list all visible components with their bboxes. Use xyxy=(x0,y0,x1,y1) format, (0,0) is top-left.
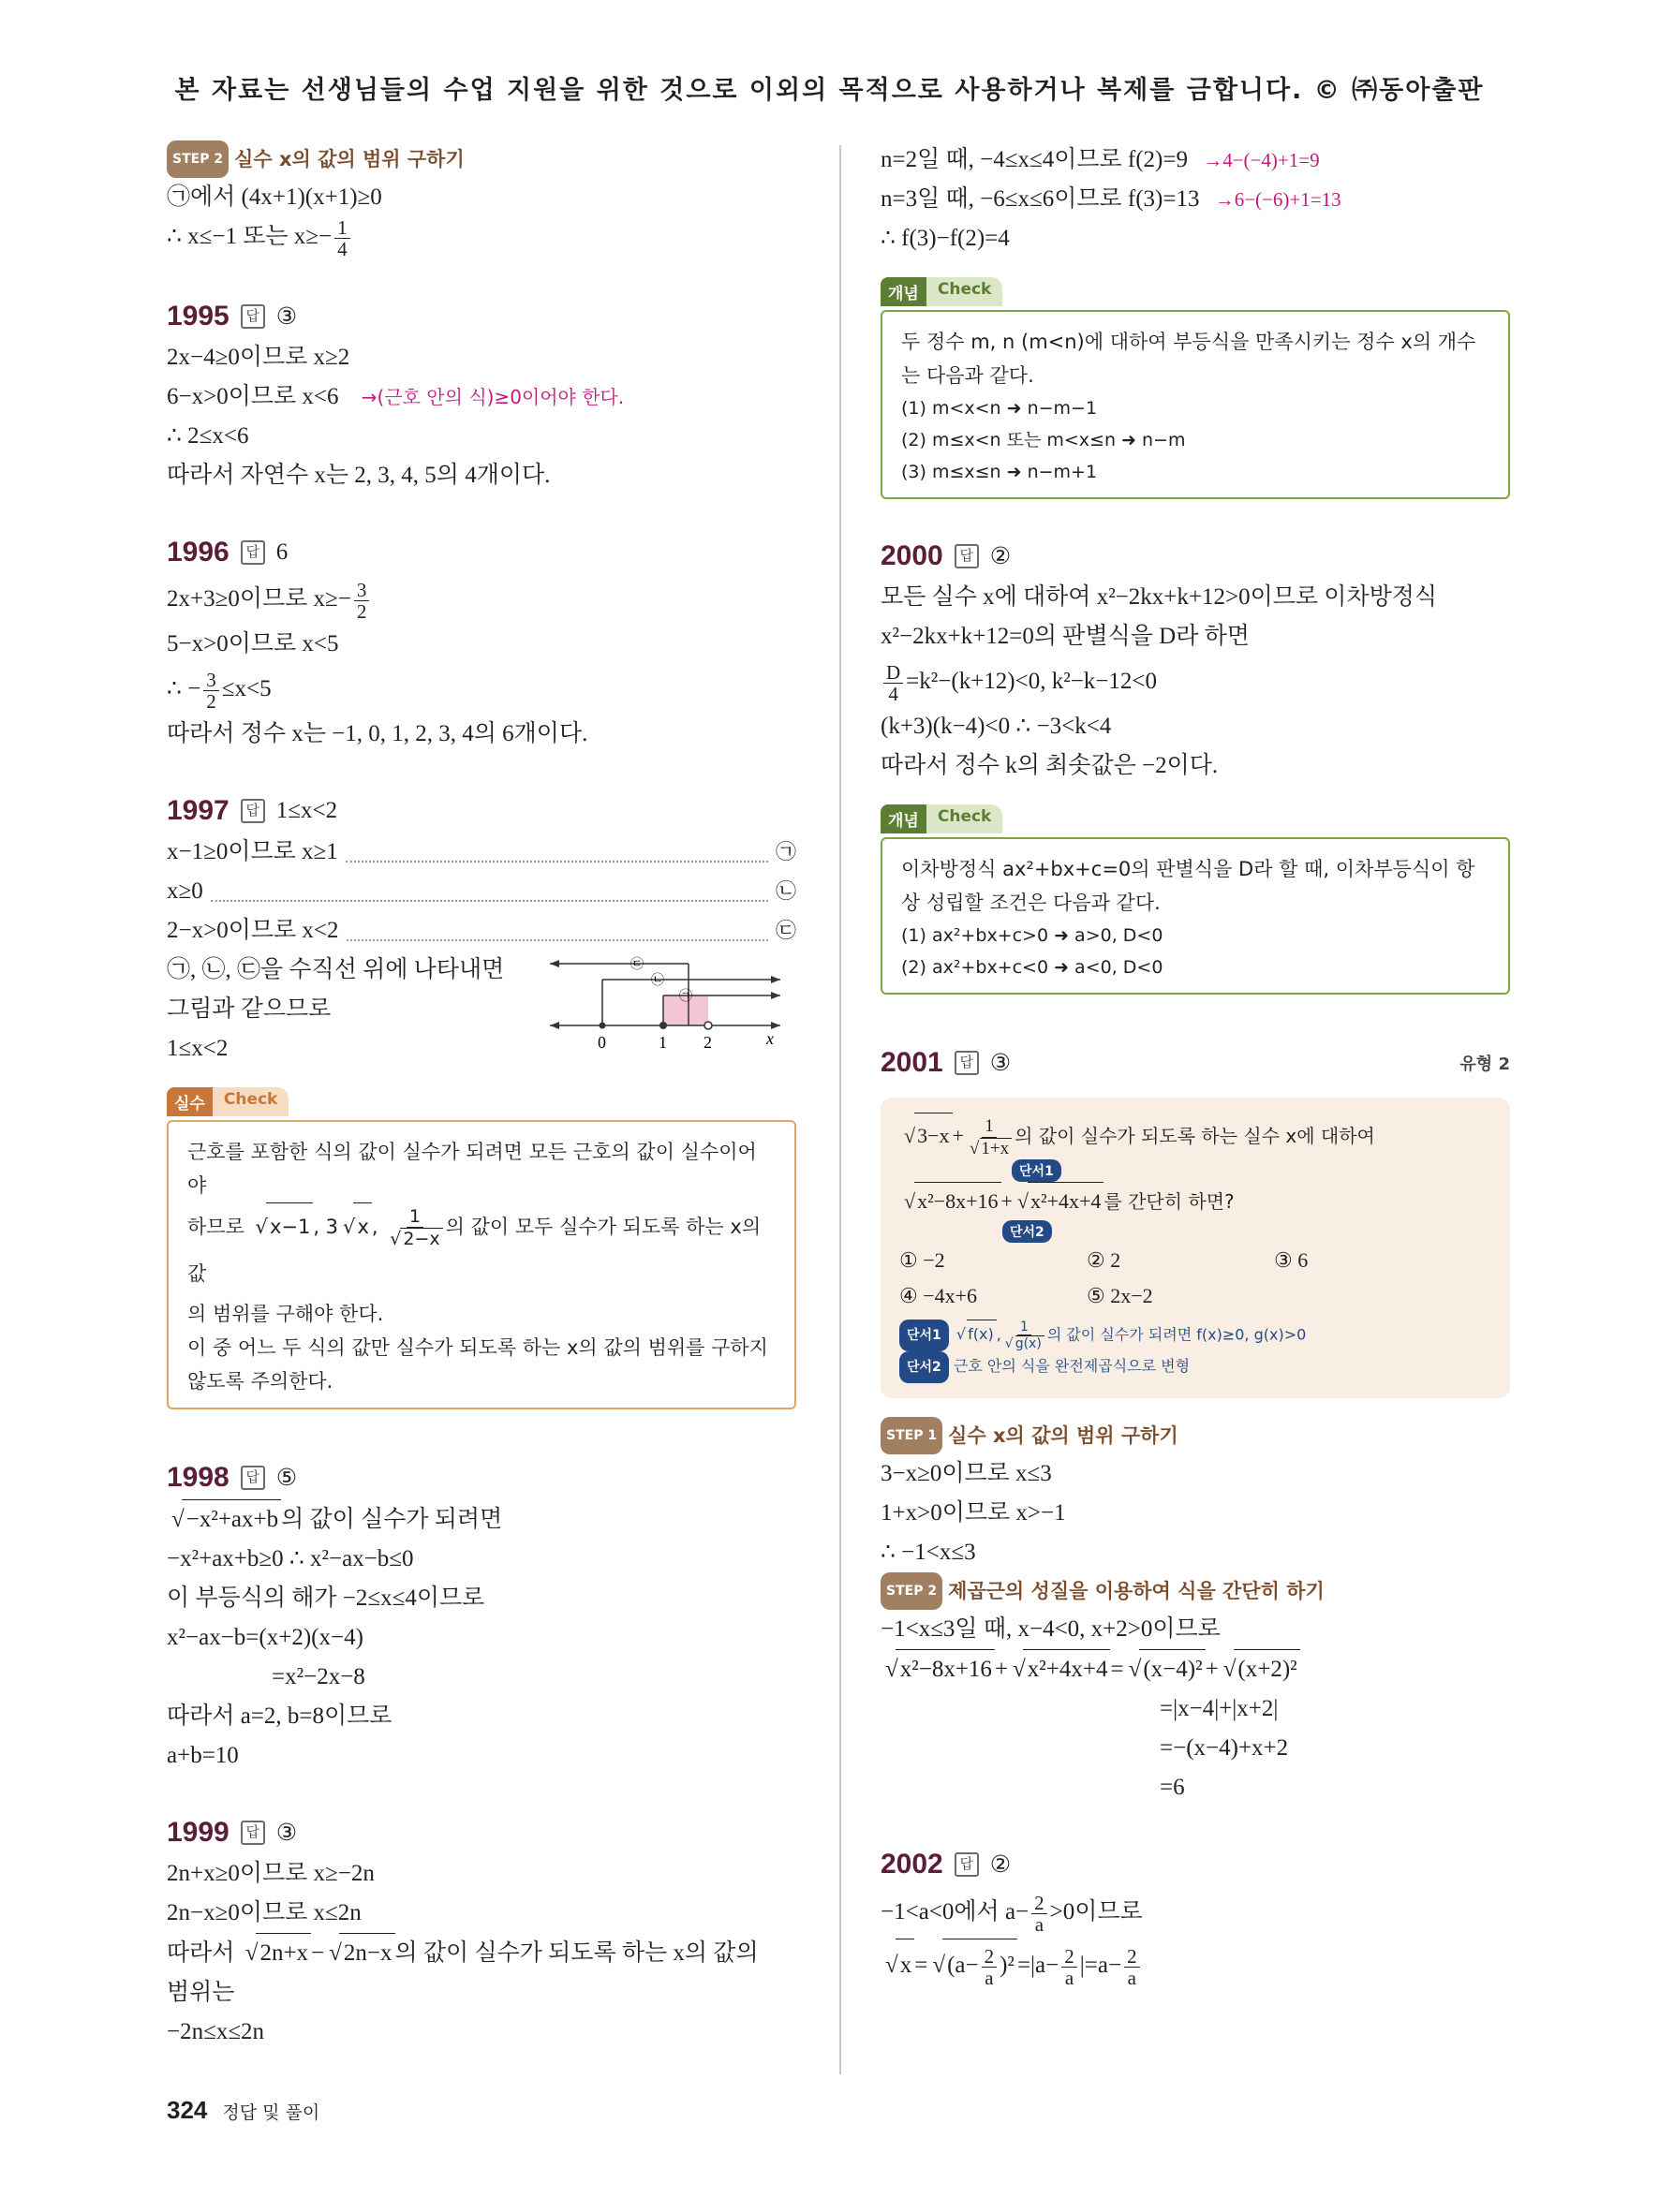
solution-line: 1≤x<2 xyxy=(167,1036,229,1061)
solution-line: 따라서 자연수 x는 2, 3, 4, 5의 4개이다. xyxy=(167,463,551,488)
page-number: 324 xyxy=(167,2096,208,2124)
left-column xyxy=(167,140,796,2052)
problem-header-1995 xyxy=(167,295,796,338)
fraction: $\frac{3}{2}$ xyxy=(354,580,370,622)
choice-item[interactable]: ② 2 xyxy=(1087,1247,1121,1272)
numberline-block xyxy=(167,951,796,1069)
check-tab: 실수 xyxy=(167,1087,213,1116)
solution-line: n=2일 때, −4≤x≤4이므로 f(2)=9 →4−(−4)+1=9 xyxy=(881,147,1320,172)
check-box xyxy=(881,837,1510,995)
solution-line: =x²−2x−8 xyxy=(272,1664,365,1689)
solution-line: −x²+ax+b≥0 ∴ x²−ax−b≤0 xyxy=(167,1546,414,1571)
check-text: 상 성립할 조건은 다음과 같다. xyxy=(901,892,1161,914)
solution-line: −1<a<0에서 a− $\frac{2}{a}$ >0이므로 xyxy=(881,1892,1143,1937)
range-mark: ㉢ xyxy=(630,957,644,972)
answer: 6 xyxy=(275,539,289,565)
tick-label: 2 xyxy=(704,1033,712,1052)
solution-line: 2−x>0이므로 x<2 ㉢ xyxy=(167,911,796,951)
solution-line: ∴ 2≤x<6 xyxy=(167,423,249,449)
hint-line: 단서2 근호 안의 식을 완전제곱식으로 변형 xyxy=(899,1351,1491,1383)
solution-line: x≥0 ㉡ xyxy=(167,872,796,911)
check-box xyxy=(167,1120,796,1409)
closed-point xyxy=(659,1022,667,1029)
arrow-left-icon xyxy=(550,1022,559,1029)
arrow-right-icon xyxy=(771,1022,780,1029)
solution-line: 따라서 정수 k의 최솟값은 −2이다. xyxy=(881,753,1219,778)
solution-line: x²−ax−b=(x+2)(x−4) xyxy=(167,1625,363,1650)
check-text: 는 다음과 같다. xyxy=(901,364,1034,387)
problem-header-1996 xyxy=(167,531,796,574)
page-label: 정답 및 풀이 xyxy=(222,2102,320,2123)
solution-line: 1+x>0이므로 x>−1 xyxy=(881,1500,1066,1526)
check-text: 의 범위를 구해야 한다. xyxy=(187,1303,384,1325)
answer: ③ xyxy=(275,1821,298,1846)
check-text: (2) m≤x<n 또는 m<x≤n ➜ n−m xyxy=(901,430,1186,450)
solution-line: √ x²−8x+16 +√ x²+4x+4 =√ (x−4)² +√ (x+2)² xyxy=(881,1649,1510,1689)
right-column xyxy=(881,140,1510,1992)
solution-line: (k+3)(k−4)<0 ∴ −3<k<4 xyxy=(881,714,1112,739)
check-text: 않도록 주의한다. xyxy=(187,1370,333,1393)
solution-line: 2n+x≥0이므로 x≥−2n xyxy=(167,1861,375,1886)
check-text: (1) m<x<n ➜ n−m−1 xyxy=(901,398,1098,419)
hint-line: 단서1 √ f(x) , 1 √ g(x) 의 값이 실수가 되려면 f(x)≥0, g(x)>0 xyxy=(899,1320,1491,1352)
choice-item[interactable]: ③ 6 xyxy=(1274,1247,1309,1272)
question-box xyxy=(881,1098,1510,1398)
fraction: $\frac{3}{2}$ xyxy=(203,670,219,712)
answer: ③ xyxy=(275,304,298,330)
problem-number: 1996 xyxy=(167,537,230,568)
solution-line: a+b=10 xyxy=(167,1743,239,1768)
answer: 1≤x<2 xyxy=(275,798,338,823)
solution-line: ㉠에서 (4x+1)(x+1)≥0 xyxy=(167,184,382,210)
step-title: 실수 x의 값의 범위 구하기 xyxy=(234,148,465,170)
hint-badge: 단서2 xyxy=(1002,1220,1052,1243)
problem-number: 2001 xyxy=(881,1047,943,1078)
check-tab: Check xyxy=(213,1087,289,1116)
answer-icon: 답 xyxy=(955,544,979,568)
solution-line: −1<x≤3일 때, x−4<0, x+2>0이므로 xyxy=(881,1616,1221,1643)
problem-number: 1998 xyxy=(167,1462,230,1493)
solution-line: √ x =√ (a− $\frac{2}{a}$ )² =|a− $\frac{2}{a}$ |=a− $\frac{2}{a}$ xyxy=(881,1939,1510,1992)
hint-badge: 단서1 xyxy=(1012,1159,1061,1182)
solution-line: 2n−x≥0이므로 x≤2n xyxy=(167,1900,362,1925)
problem-header-2001 xyxy=(881,1041,1510,1084)
arrow-right-icon xyxy=(771,992,780,999)
step-title: 실수 x의 값의 범위 구하기 xyxy=(948,1424,1178,1448)
solution-line: n=3일 때, −6≤x≤6이므로 f(3)=13 →6−(−6)+1=13 xyxy=(881,186,1341,212)
step-badge: STEP 1 xyxy=(881,1417,942,1454)
problem-number: 1999 xyxy=(167,1817,230,1848)
solution-line: 2x−4≥0이므로 x≥2 xyxy=(167,345,350,370)
fraction: $\frac{1}{4}$ xyxy=(334,217,350,259)
solution-line: =|x−4|+|x+2| xyxy=(1160,1696,1279,1722)
answer-icon: 답 xyxy=(241,1821,265,1845)
choice-list xyxy=(899,1243,1491,1314)
solution-line: x−1≥0이므로 x≥1 ㉠ xyxy=(167,833,796,872)
question-line: √ 3−x + 1 √ 1+x 의 값이 실수가 되도록 하는 실수 x에 대하여 xyxy=(899,1113,1491,1159)
solution-line: 모든 실수 x에 대하여 x²−2kx+k+12>0이므로 이차방정식 xyxy=(881,584,1438,610)
solution-line: 범위는 xyxy=(167,1980,235,2005)
answer: ② xyxy=(989,544,1012,569)
problem-header-2000 xyxy=(881,535,1510,578)
number-line-diagram xyxy=(546,951,790,1063)
answer-icon: 답 xyxy=(955,1051,979,1075)
answer-icon: 답 xyxy=(241,1466,265,1490)
answer-icon: 답 xyxy=(241,304,265,329)
step-badge: STEP 2 xyxy=(881,1572,942,1610)
side-note: →(근호 안의 식)≥0이어야 한다. xyxy=(361,386,625,408)
check-text: (3) m≤x≤n ➜ n−m+1 xyxy=(901,462,1098,482)
problem-number: 2000 xyxy=(881,540,943,571)
solution-line: 5−x>0이므로 x<5 xyxy=(167,631,339,656)
tick-label: 0 xyxy=(598,1033,606,1052)
step-heading xyxy=(881,1572,1510,1610)
check-text: 하므로 √ x−1 , 3√ x , 1 √ 2−x 의 값이 모두 실수가 되도록 하는 x의 값 xyxy=(187,1202,776,1297)
range-mark: ㉠ xyxy=(679,989,692,1004)
problem-header-1998 xyxy=(167,1456,796,1499)
step-heading xyxy=(881,1417,1510,1454)
solution-line: =−(x−4)+x+2 xyxy=(1160,1735,1289,1762)
answer: ⑤ xyxy=(275,1466,298,1491)
solution-line: √ −x²+ax+b 의 값이 실수가 되려면 xyxy=(167,1499,796,1540)
range-mark: ㉡ xyxy=(651,973,664,988)
check-tab: Check xyxy=(926,277,1003,306)
solution-line: 3−x≥0이므로 x≤3 xyxy=(881,1461,1052,1487)
check-text: 이 중 어느 두 식의 값만 실수가 되도록 하는 x의 값의 범위를 구하지 xyxy=(187,1336,768,1359)
problem-number: 1997 xyxy=(167,795,230,826)
answer-icon: 답 xyxy=(955,1852,979,1877)
side-note: →6−(−6)+1=13 xyxy=(1214,188,1341,211)
solution-line: $\frac{D}{4}$ =k²−(k+12)<0, k²−k−12<0 xyxy=(881,656,1510,707)
check-box-header xyxy=(881,804,1510,833)
solution-line: ∴ −1<x≤3 xyxy=(881,1540,976,1566)
open-point xyxy=(704,1022,712,1029)
problem-number: 2002 xyxy=(881,1849,943,1880)
check-box-header xyxy=(167,1087,796,1116)
step-title: 제곱근의 성질을 이용하여 식을 간단히 하기 xyxy=(948,1580,1325,1603)
check-text: (1) ax²+bx+c>0 ➜ a>0, D<0 xyxy=(901,925,1163,946)
check-text: 근호를 포함한 식의 값이 실수가 되려면 모든 근호의 값이 실수이어야 xyxy=(187,1141,757,1197)
column-divider xyxy=(839,145,841,2074)
step-heading xyxy=(167,140,796,178)
solution-line: 그림과 같으므로 xyxy=(167,996,332,1022)
answer-icon: 답 xyxy=(241,799,265,823)
solution-line: ∴ x≤−1 또는 x≥− $\frac{1}{4}$ xyxy=(167,217,796,259)
check-text: (2) ax²+bx+c<0 ➜ a<0, D<0 xyxy=(901,957,1163,978)
problem-header-1997 xyxy=(167,789,796,833)
problem-number: 1995 xyxy=(167,301,230,332)
solution-line: 2x+3≥0이므로 x≥− $\frac{3}{2}$ xyxy=(167,574,796,625)
choice-item[interactable]: ① −2 xyxy=(899,1247,945,1272)
solution-line: ∴ − $\frac{3}{2}$ ≤x<5 xyxy=(167,668,272,713)
answer: ③ xyxy=(989,1051,1012,1076)
solution-line: ㉠, ㉡, ㉢을 수직선 위에 나타내면 xyxy=(167,957,505,982)
copyright-notice: 본 자료는 선생님들의 수업 지원을 위한 것으로 이외의 목적으로 사용하거나 복제를 금합니다. © ㈜동아출판 xyxy=(174,76,1485,105)
answer: ② xyxy=(989,1852,1012,1879)
page-footer xyxy=(167,2096,319,2125)
axis-variable: x xyxy=(766,1029,774,1048)
solution-line: ∴ f(3)−f(2)=4 xyxy=(881,226,1010,251)
problem-header-2002 xyxy=(881,1843,1510,1886)
check-text: 두 정수 m, n (m<n)에 대하여 부등식을 만족시키는 정수 x의 개수 xyxy=(901,331,1476,353)
tick-label: 1 xyxy=(659,1033,667,1052)
side-note: →4−(−4)+1=9 xyxy=(1203,149,1320,171)
solution-line: 따라서 √ 2n+x −√ 2n−x 의 값이 실수가 되도록 하는 x의 값의 xyxy=(167,1933,796,1973)
solution-line: −2n≤x≤2n xyxy=(167,2019,265,2044)
arrow-left-icon xyxy=(550,960,559,967)
type-label: 유형 2 xyxy=(1459,1054,1510,1074)
choice-item[interactable]: ⑤ 2x−2 xyxy=(1087,1283,1153,1307)
solution-line: =6 xyxy=(1160,1775,1185,1801)
problem-header-1999 xyxy=(167,1811,796,1854)
question-line: √ x²−8x+16 +√ x²+4x+4 를 간단히 하면? xyxy=(899,1182,1491,1220)
answer-icon: 답 xyxy=(241,540,265,565)
check-tab: Check xyxy=(926,804,1003,833)
choice-item[interactable]: ④ −4x+6 xyxy=(899,1283,978,1307)
solution-line: 6−x>0이므로 x<6 →(근호 안의 식)≥0이어야 한다. xyxy=(167,384,625,409)
check-tab: 개념 xyxy=(881,804,926,833)
solution-line: 따라서 정수 x는 −1, 0, 1, 2, 3, 4의 6개이다. xyxy=(167,721,588,746)
check-tab: 개념 xyxy=(881,277,926,306)
check-box-header xyxy=(881,277,1510,306)
solution-line: 따라서 a=2, b=8이므로 xyxy=(167,1703,393,1729)
step-badge: STEP 2 xyxy=(167,140,229,178)
check-box xyxy=(881,310,1510,499)
solution-line: 이 부등식의 해가 −2≤x≤4이므로 xyxy=(167,1585,485,1611)
check-text: 이차방정식 ax²+bx+c=0의 판별식을 D라 할 때, 이차부등식이 항 xyxy=(901,858,1475,880)
tick-0-point xyxy=(600,1023,606,1029)
arrow-right-icon xyxy=(771,976,780,983)
solution-line: x²−2kx+k+12=0의 판별식을 D라 하면 xyxy=(881,624,1250,649)
